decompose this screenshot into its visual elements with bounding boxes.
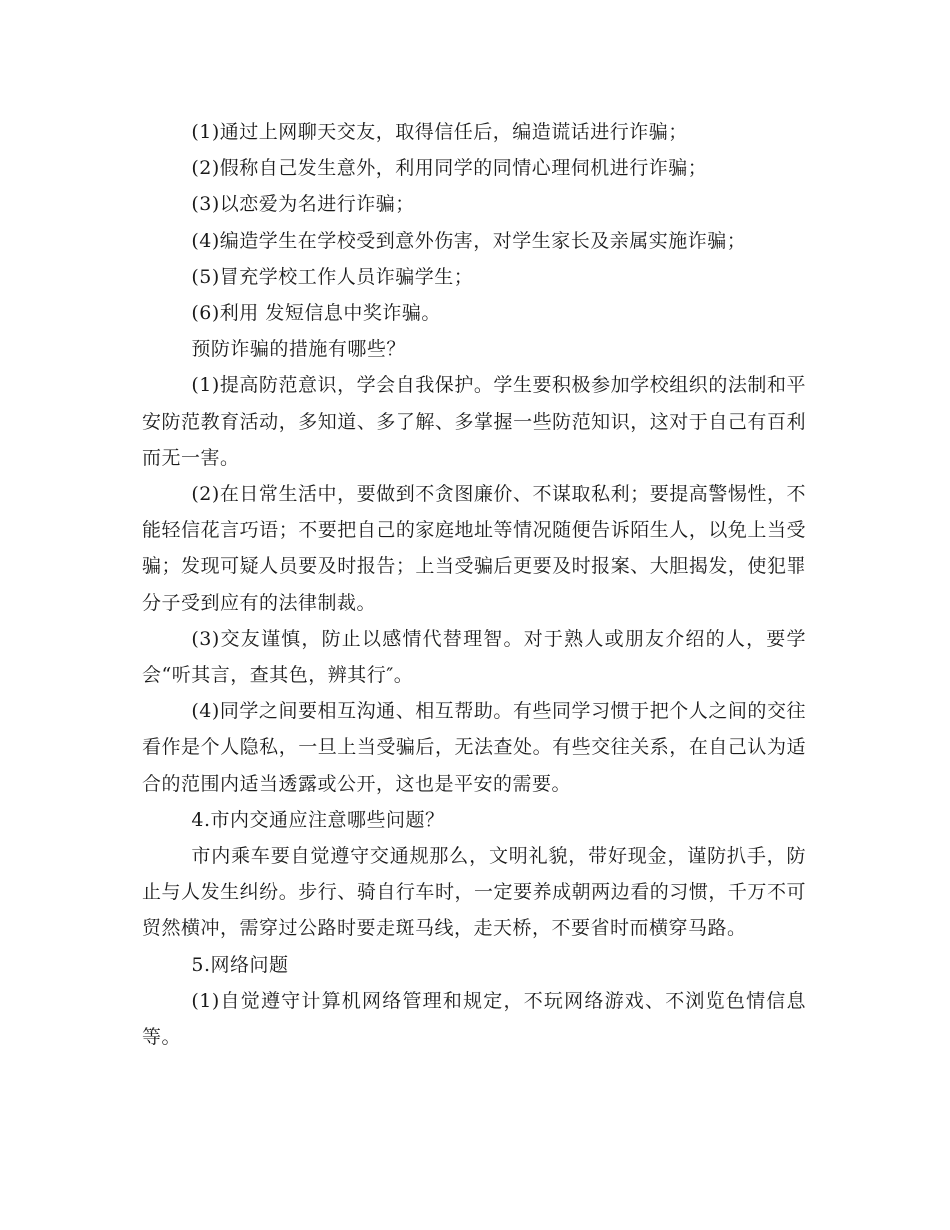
heading-prevention-measures: 预防诈骗的措施有哪些？ — [191, 338, 406, 361]
paragraph-measure-3: (3)交友谨慎，防止以感情代替理智。对于熟人或朋友介绍的人，要学会“听其言，查其色，辨其行″。 — [142, 627, 806, 687]
paragraph-fraud-type-1: (1)通过上网聊天交友，取得信任后，编造谎话进行诈骗； — [191, 121, 688, 143]
document-body — [142, 114, 806, 1055]
heading-network-issues: 5.网络问题 — [191, 953, 289, 976]
paragraph-fraud-type-3: (3)以恋爱为名进行诈骗； — [191, 193, 415, 216]
paragraph-fraud-type-2: (2)假称自己发生意外，利用同学的同情心理伺机进行诈骗； — [191, 157, 708, 180]
paragraph-fraud-type-6: (6)利用 发短信息中奖诈骗。 — [191, 302, 441, 325]
paragraph-city-traffic: 市内乘车要自觉遵守交通规那么，文明礼貌，带好现金，谨防扒手，防止与人发生纠纷。步行、骑自行车时，一定要养成朝两边看的习惯，千万不可贸然横冲，需穿过公路时要走斑马线，走天桥，不要省时而横穿马路。 — [142, 845, 806, 940]
paragraph-fraud-type-5: (5)冒充学校工作人员诈骗学生； — [191, 265, 474, 288]
paragraph-measure-4: (4)同学之间要相互沟通、相互帮助。有些同学习惯于把个人之间的交往看作是个人隐私，一旦上当受骗后，无法查处。有些交往关系，在自己认为适合的范围内适当透露或公开，这也是平安的需要。 — [142, 700, 806, 795]
heading-city-traffic: 4.市内交通应注意哪些问题？ — [191, 808, 445, 831]
paragraph-network-1: (1)自觉遵守计算机网络管理和规定，不玩网络游戏、不浏览色情信息等。 — [142, 989, 806, 1049]
paragraph-fraud-type-4: (4)编造学生在学校受到意外伤害，对学生家长及亲属实施诈骗； — [191, 229, 747, 252]
paragraph-measure-1: (1)提高防范意识，学会自我保护。学生要积极参加学校组织的法制和平安防范教育活动，多知道、多了解、多掌握一些防范知识，这对于自己有百利而无一害。 — [142, 374, 806, 469]
paragraph-measure-2: (2)在日常生活中，要做到不贪图廉价、不谋取私利；要提高警惕性，不能轻信花言巧语；不要把自己的家庭地址等情况随便告诉陌生人，以免上当受骗；发现可疑人员要及时报告；上当受骗后更要及时报案、大胆揭发，使犯罪分子受到应有的法律制裁。 — [142, 483, 806, 614]
